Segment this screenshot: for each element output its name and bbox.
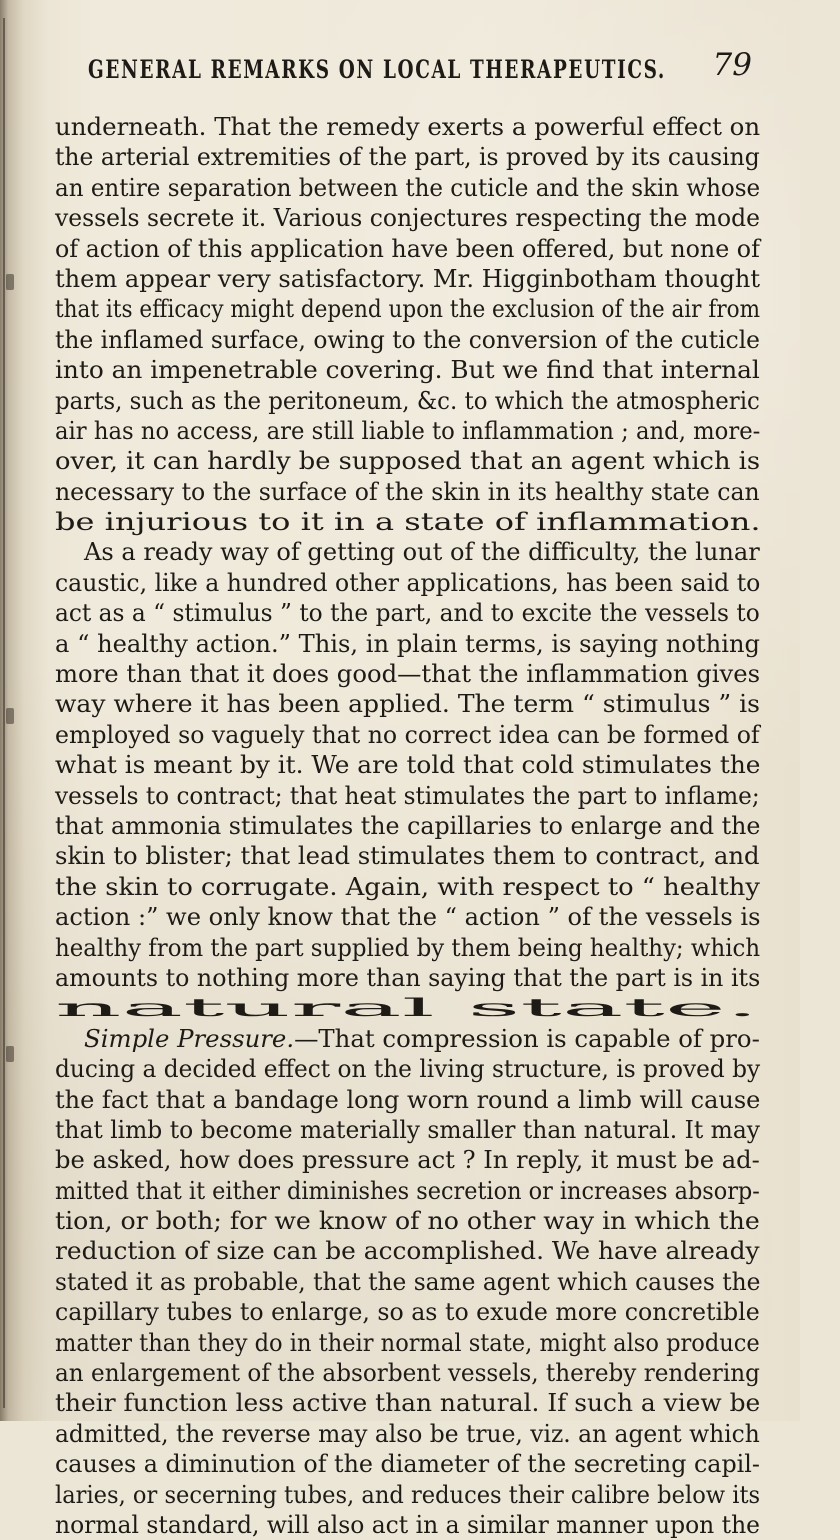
text-line: a “ healthy action.” This, in plain terms, is saying nothing xyxy=(55,629,760,658)
margin-mark xyxy=(6,274,14,290)
text-line: necessary to the surface of the skin in its healthy state can xyxy=(55,477,760,506)
margin-mark xyxy=(6,1046,14,1062)
section-paragraph-start: Simple Pressure.—That compression is capable of pro- xyxy=(84,1024,760,1053)
text-line: more than that it does good—that the inflammation gives xyxy=(55,660,761,689)
text-line: the arterial extremities of the part, is proved by its causing xyxy=(55,143,760,172)
text-line: amounts to nothing more than saying that the part is in its xyxy=(55,963,761,992)
paragraph-start: As a ready way of getting out of the difficulty, the lunar xyxy=(84,538,760,567)
text-line: of action of this application have been offered, but none of xyxy=(55,234,760,263)
text-line: capillary tubes to enlarge, so as to exude more concretible xyxy=(55,1298,760,1327)
text-line: that its efficacy might depend upon the exclusion of the air from xyxy=(55,295,761,324)
text-line: parts, such as the peritoneum, &c. to which the atmospheric xyxy=(55,386,760,415)
margin-mark xyxy=(6,708,14,724)
text-line: into an impenetrable covering. But we find that internal xyxy=(55,356,760,385)
text-line: air has no access, are still liable to inflammation ; and, more- xyxy=(55,416,761,445)
text-line: an entire separation between the cuticle and the skin whose xyxy=(55,173,761,202)
text-line: mitted that it either diminishes secretion or increases absorp- xyxy=(55,1176,760,1205)
page-number: 79 xyxy=(712,47,752,83)
running-head: GENERAL REMARKS ON LOCAL THERAPEUTICS. xyxy=(88,55,666,84)
text-line: skin to blister; that lead stimulates them to contract, and xyxy=(55,842,760,871)
text-line: act as a “ stimulus ” to the part, and to excite the vessels to xyxy=(55,599,760,628)
text-line: causes a diminution of the diameter of the secreting capil- xyxy=(55,1450,760,1479)
text-line: them appear very satisfactory. Mr. Higginbotham thought xyxy=(55,264,761,293)
section-label: Simple Pressure. xyxy=(84,1024,295,1053)
text-line: the inflamed surface, owing to the conversion of the cuticle xyxy=(55,325,760,354)
text-line: ducing a decided effect on the living structure, is proved by xyxy=(55,1055,761,1084)
binding-edge-line xyxy=(3,18,5,1408)
text-line: that ammonia stimulates the capillaries to enlarge and the xyxy=(55,811,761,840)
text-line: matter than they do in their normal state, might also produce xyxy=(55,1328,760,1357)
text-line: natural state. xyxy=(55,994,759,1023)
text-line: their function less active than natural. If such a view be xyxy=(55,1389,761,1418)
text-line: tion, or both; for we know of no other way in which the xyxy=(55,1207,760,1236)
text-line: be injurious to it in a state of inflammation. xyxy=(55,508,761,537)
text-line: what is meant by it. We are told that cold stimulates the xyxy=(55,751,761,780)
text-line: employed so vaguely that no correct idea can be formed of xyxy=(55,720,760,749)
text-line: action :” we only know that the “ action ” of the vessels is xyxy=(55,903,761,932)
text-line: be asked, how does pressure act ? In reply, it must be ad- xyxy=(55,1146,760,1175)
text-line: over, it can hardly be supposed that an agent which is xyxy=(55,447,761,476)
text-line: healthy from the part supplied by them being healthy; which xyxy=(55,933,761,962)
body-text xyxy=(55,112,761,1539)
text-line: vessels to contract; that heat stimulates the part to inflame; xyxy=(55,781,760,810)
page-header xyxy=(88,47,752,97)
text-line: caustic, like a hundred other applications, has been said to xyxy=(55,568,761,597)
text-line: the fact that a bandage long worn round a limb will cause xyxy=(55,1085,761,1114)
text-line: that limb to become materially smaller than natural. It may xyxy=(55,1115,760,1144)
text-line: underneath. That the remedy exerts a powerful effect on xyxy=(55,113,761,141)
text-line: stated it as probable, that the same agent which causes the xyxy=(55,1267,761,1296)
text-line: reduction of size can be accomplished. We have already xyxy=(55,1237,760,1266)
text-line: laries, or secerning tubes, and reduces their calibre below its xyxy=(55,1480,761,1509)
text-line: way where it has been applied. The term “ stimulus ” is xyxy=(55,690,760,719)
text-line: admitted, the reverse may also be true, viz. an agent which xyxy=(55,1419,760,1448)
text-line: the skin to corrugate. Again, with respect to “ healthy xyxy=(55,872,760,901)
text-line: normal standard, will also act in a similar manner upon the xyxy=(55,1510,760,1539)
text-line: vessels secrete it. Various conjectures respecting the mode xyxy=(55,204,760,233)
text-line: an enlargement of the absorbent vessels, thereby rendering xyxy=(55,1359,760,1388)
